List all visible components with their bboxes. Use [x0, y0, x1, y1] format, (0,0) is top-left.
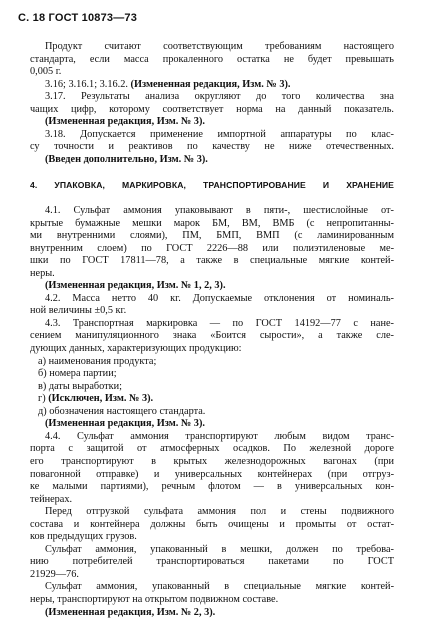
text-line: ми внутренними слоями), ПМ, БМП, ВМП (с ламинированным: [30, 230, 394, 242]
page-header: С. 18 ГОСТ 10873—73: [18, 12, 138, 24]
text-line: 4.4. Сульфат аммония транспортируют любым видом транс-: [45, 430, 394, 442]
text-line: неры, транспортируют на открытом подвижном составе.: [30, 593, 279, 605]
text-line: внутренним слоем) по ГОСТ 2226—88 или полиэтиленовые ме-: [30, 242, 394, 254]
amendment-note: (Измененная редакция, Изм. № 3).: [130, 78, 291, 90]
text-line: нию потребителей транспортироваться пакетами по ГОСТ: [30, 556, 394, 568]
text-line: тейнерах.: [30, 493, 73, 505]
text-line: чащих цифр, которому соответствует норма на данный показатель.: [30, 103, 394, 115]
amendment-note: (Измененная редакция, Изм. № 1, 2, 3).: [45, 280, 226, 292]
list-item: г) (Исключен, Изм. № 3).: [38, 393, 154, 405]
section-heading: 4. УПАКОВКА, МАРКИРОВКА, ТРАНСПОРТИРОВАНИЕ И ХРАНЕНИЕ: [30, 180, 394, 191]
text-line: повагонной отправке) и универсальных контейнерах (при отгруз-: [30, 468, 394, 480]
text-line: 4.2. Масса нетто 40 кг. Допускаемые отклонения от номиналь-: [45, 292, 394, 304]
text-line: 3.18. Допускается применение импортной аппаратуры по клас-: [45, 128, 394, 140]
text-line: ной величины ±0,5 кг.: [30, 305, 127, 317]
text-line: Перед отгрузкой сульфата аммония пол и стены подвижного: [45, 506, 394, 518]
text-line: сением манипуляционного знака «Боится сырости», а также сле-: [30, 330, 394, 342]
amendment-note: (Измененная редакция, Изм. № 3).: [45, 116, 205, 128]
text-line: крытые бумажные мешки марок БМ, ВМ, ВМБ (с непропитанны-: [30, 217, 394, 229]
list-item: д) обозначения настоящего стандарта.: [38, 405, 206, 417]
text-line: Сульфат аммония, упакованный в мешки, должен по требова-: [45, 543, 394, 555]
amendment-note: (Введен дополнительно, Изм. № 3).: [45, 153, 208, 165]
text-line: 3.17. Результаты анализа округляют до того количества зна: [45, 91, 394, 103]
text-line: стандарта, если масса прокаленного остатка не будет превышать: [30, 53, 394, 65]
text-line: Сульфат аммония, упакованный в специальные мягкие контей-: [45, 581, 394, 593]
text-line: 4.3. Транспортная маркировка — по ГОСТ 14192—77 с нане-: [45, 317, 394, 329]
text-line: порта с защитой от атмосферных осадков. По железной дороге: [30, 443, 394, 455]
text-line: ке малыми партиями), речным флотом — в универсальных кон-: [30, 481, 394, 493]
text-line: 4.1. Сульфат аммония упаковывают в пяти-, шестислойные от-: [45, 205, 394, 217]
amendment-note: (Измененная редакция, Изм. № 3).: [45, 418, 205, 430]
text-line: 0,005 г.: [30, 66, 62, 78]
text-line: 21929—76.: [30, 568, 79, 580]
text-line: его транспортируют в крытых железнодорожных вагонах (при: [30, 455, 394, 467]
text-line: неры.: [30, 267, 55, 279]
amendment-note: (Исключен, Изм. № 3).: [48, 393, 154, 405]
text-line: состава и контейнера должны быть очищены и промыты от остат-: [30, 518, 394, 530]
amendment-note: (Измененная редакция, Изм. № 2, 3).: [45, 606, 216, 618]
list-item: а) наименования продукта;: [38, 355, 157, 367]
clause-ref: 3.16; 3.16.1; 3.16.2.: [45, 78, 128, 90]
text-line: су точности и реактивов по качеству не ниже отечественных.: [30, 141, 394, 153]
list-item: б) номера партии;: [38, 368, 117, 380]
text-line: ков предыдущих грузов.: [30, 531, 137, 543]
list-item: в) даты выработки;: [38, 380, 123, 392]
text-line: дующих данных, характеризующих продукцию:: [30, 343, 242, 355]
text-line: [30, 79, 394, 92]
page-body: [30, 41, 394, 619]
text-line: Продукт считают соответствующим требованиям настоящего: [45, 41, 394, 52]
marking-list: [30, 356, 394, 419]
text-line: шки по ГОСТ 17811—78, а также в специальные мягкие контей-: [30, 255, 394, 267]
